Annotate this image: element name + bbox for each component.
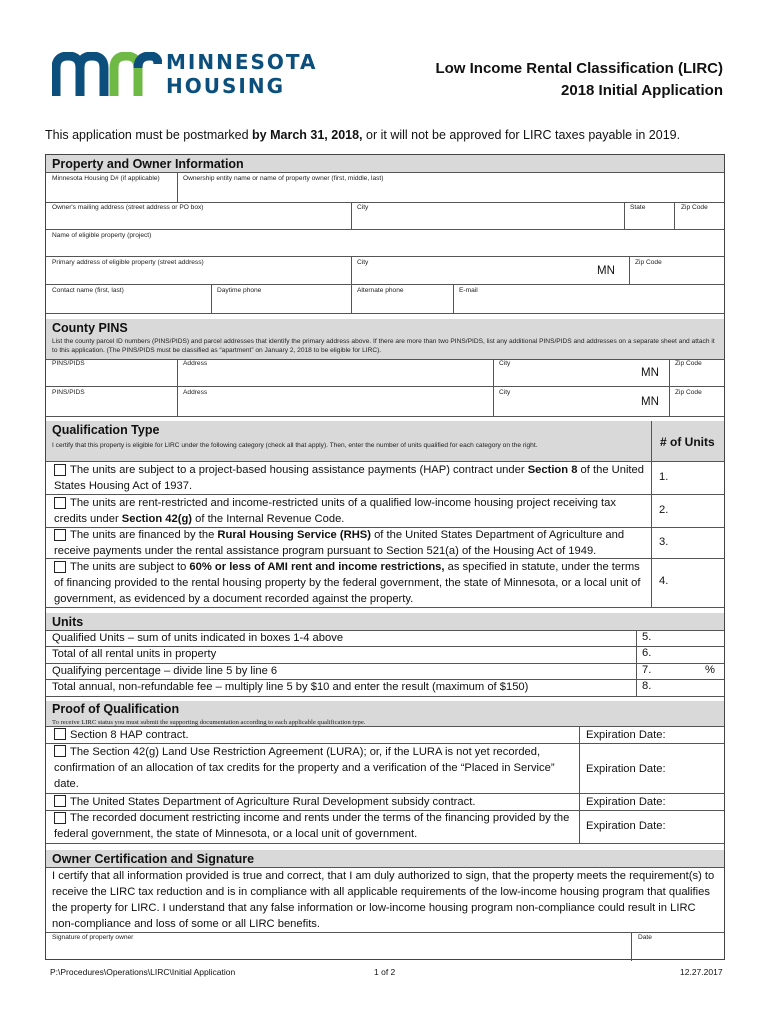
field-zip-pins-1[interactable]: Zip Code — [675, 360, 702, 367]
units-column-header: # of Units — [660, 435, 715, 449]
proof-item-lura: The Section 42(g) Land Use Restriction Agreement (LURA); or, if the LURA is not yet recorded, confirmation of an allocation of tax credits for the property and a verification of the “Placed in Service” date. — [54, 746, 555, 790]
qualification-item-rhs: The units are financed by the Rural Housing Service (RHS) of the United States Department of Agriculture and receive payments under the rental assistance program pursuant to Section 521(a) of the Housing Act of 1949. — [54, 529, 625, 557]
section-title-units: Units — [52, 615, 84, 629]
field-city-pins-1[interactable]: City — [499, 360, 511, 367]
certification-statement: I certify that all information provided is true and correct, that I am duly authorized to sign, that the property meets the requirement(s) to receive the LIRC tax reduction and is in compliance with all applicable requirements of the low-income housing program that qualifies the property for LIRC. I understand that any false information or low-income housing program non-compliance could result in LIRC non-compliance and loss of some or all LIRC benefits. — [52, 870, 715, 930]
footer-date: 12.27.2017 — [680, 967, 723, 977]
units-row-qualified: Qualified Units – sum of units indicated in boxes 1-4 above — [52, 632, 344, 644]
proof-item-recorded-document: The recorded document restricting income and rents under the terms of the financing provided by the federal government, the state of Minnesota, or a local unit of government. — [54, 812, 570, 840]
units-box-3[interactable]: 3. — [659, 536, 669, 548]
field-pins-2[interactable]: PINS/PIDS — [52, 389, 85, 396]
expiration-date-4[interactable]: Expiration Date: — [586, 820, 666, 832]
proof-instructions: To receive LIRC status you must submit the supporting documentation according to each applicable qualification type. — [52, 719, 366, 726]
units-line-6[interactable]: 6. — [642, 647, 652, 659]
document-title: Low Income Rental Classification (LIRC) — [435, 60, 723, 77]
qualification-instructions: I certify that this property is eligible for LIRC under the following category (check all that apply). Then, enter the number of units qualified for each category on the right. — [52, 442, 538, 449]
field-ownership-entity[interactable]: Ownership entity name or name of property owner (first, middle, last) — [183, 175, 384, 182]
logo-text-housing: HOUSING — [166, 74, 285, 98]
state-value-mn-pins-2: MN — [641, 396, 659, 408]
expiration-date-3[interactable]: Expiration Date: — [586, 796, 666, 808]
units-box-1[interactable]: 1. — [659, 471, 669, 483]
field-alternate-phone[interactable]: Alternate phone — [357, 287, 404, 294]
section-header-units — [46, 613, 724, 630]
field-address-2[interactable]: Address — [183, 389, 208, 396]
field-email[interactable]: E-mail — [459, 287, 478, 294]
state-value-mn-pins-1: MN — [641, 367, 659, 379]
units-line-5[interactable]: 5. — [642, 631, 652, 643]
units-box-4[interactable]: 4. — [659, 575, 669, 587]
field-pins-1[interactable]: PINS/PIDS — [52, 360, 85, 367]
expiration-date-1[interactable]: Expiration Date: — [586, 729, 666, 741]
units-row-total: Total of all rental units in property — [52, 648, 217, 660]
field-daytime-phone[interactable]: Daytime phone — [217, 287, 262, 294]
field-zip[interactable]: Zip Code — [681, 204, 708, 211]
field-contact-name[interactable]: Contact name (first, last) — [52, 287, 124, 294]
field-mh-number[interactable]: Minnesota Housing D# (if applicable) — [52, 175, 160, 182]
section-title-county-pins: County PINS — [52, 321, 128, 335]
field-state[interactable]: State — [630, 204, 646, 211]
footer-page-number: 1 of 2 — [374, 967, 396, 977]
section-title-proof: Proof of Qualification — [52, 702, 180, 716]
application-form — [45, 154, 725, 960]
qualification-item-section-8: The units are subject to a project-based housing assistance payments (HAP) contract under Section 8 of the United States Housing Act of 1937. — [54, 464, 644, 492]
field-property-name[interactable]: Name of eligible property (project) — [52, 232, 152, 239]
proof-item-usda-contract: The United States Department of Agriculture Rural Development subsidy contract. — [70, 796, 476, 808]
minnesota-housing-logo — [52, 52, 162, 98]
field-city-pins-2[interactable]: City — [499, 389, 511, 396]
county-pins-instructions: List the county parcel ID numbers (PINS/PIDS) and parcel addresses that identify the primary address above. If there are more than two PINS/PIDS, list any additional PINS/PIDS and addresses on a separate sheet and attach it to this application. (The PINS/PIDS must be classified as “apartment” on January 2, 2018 to be eligible for LIRC). — [52, 338, 715, 354]
state-value-mn: MN — [597, 265, 615, 277]
units-line-7[interactable]: 7. — [642, 664, 652, 676]
field-date[interactable]: Date — [638, 934, 652, 941]
logo-text-minnesota: MINNESOTA — [166, 50, 318, 74]
field-primary-address[interactable]: Primary address of eligible property (street address) — [52, 259, 204, 266]
document-subtitle: 2018 Initial Application — [561, 82, 723, 99]
units-row-fee: Total annual, non-refundable fee – multiply line 5 by $10 and enter the result (maximum of $150) — [52, 681, 529, 693]
section-title-property-owner: Property and Owner Information — [52, 157, 244, 171]
qualification-item-60-ami: The units are subject to 60% or less of AMI rent and income restrictions, as specified in statute, under the terms of financing provided to the rental housing property by the federal government, the state of Minnesota, or a local unit of government, as evidenced by a document recorded against the property. — [54, 561, 641, 605]
expiration-date-2[interactable]: Expiration Date: — [586, 763, 666, 775]
proof-item-hap-contract: Section 8 HAP contract. — [70, 729, 189, 741]
field-signature[interactable]: Signature of property owner — [52, 934, 134, 941]
percent-sign: % — [705, 664, 715, 676]
footer-path: P:\Procedures\Operations\LIRC\Initial Application — [50, 967, 236, 977]
field-address-1[interactable]: Address — [183, 360, 208, 367]
field-zip-2[interactable]: Zip Code — [635, 259, 662, 266]
field-mailing-address[interactable]: Owner's mailing address (street address or PO box) — [52, 204, 204, 211]
section-title-certification: Owner Certification and Signature — [52, 852, 255, 866]
field-city-2[interactable]: City — [357, 259, 369, 266]
units-row-percentage: Qualifying percentage – divide line 5 by line 6 — [52, 665, 278, 677]
field-zip-pins-2[interactable]: Zip Code — [675, 389, 702, 396]
qualification-item-section-42g: The units are rent-restricted and income-restricted units of a qualified low-income housing project receiving tax credits under Section 42(g) of the Internal Revenue Code. — [54, 497, 616, 525]
units-box-2[interactable]: 2. — [659, 504, 669, 516]
units-line-8[interactable]: 8. — [642, 680, 652, 692]
postmark-notice: This application must be postmarked by March 31, 2018, or it will not be approved for LIRC taxes payable in 2019. — [45, 128, 681, 142]
field-city[interactable]: City — [357, 204, 369, 211]
section-title-qualification: Qualification Type — [52, 423, 160, 437]
